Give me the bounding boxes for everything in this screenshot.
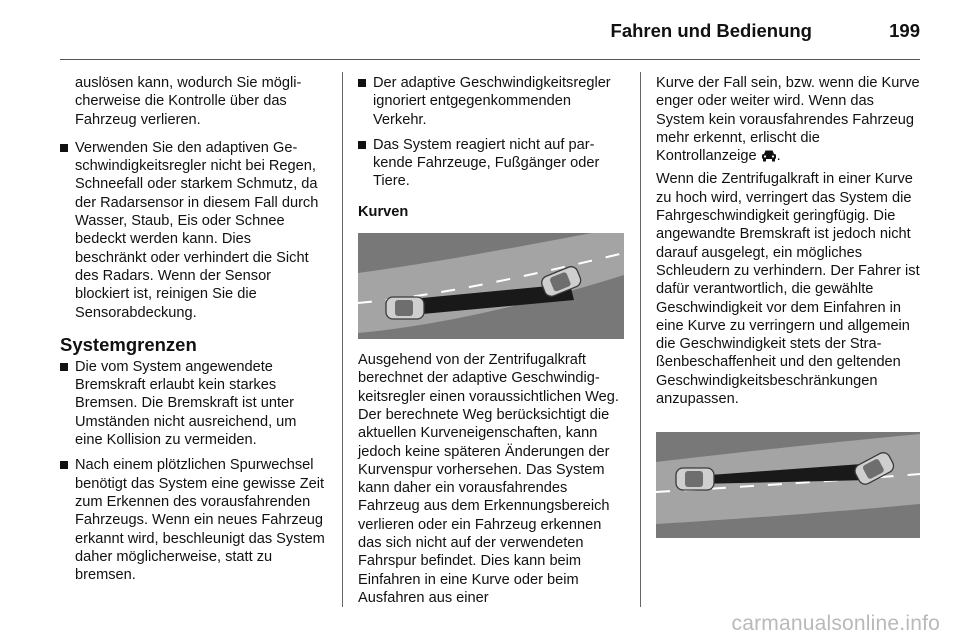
bullet-text: Die vom System angewendete Bremskraft erlaubt kein starkes Bremsen. Die Bremskraft ist unter Umständen nicht ausreichend, um eine Kollision zu vermeiden. bbox=[75, 358, 297, 449]
header-rule bbox=[60, 59, 920, 60]
page-number: 199 bbox=[889, 20, 920, 41]
column-divider-2 bbox=[640, 72, 641, 607]
bullet-square-icon bbox=[358, 141, 366, 149]
column-divider-1 bbox=[342, 72, 343, 607]
own-car-icon bbox=[676, 468, 714, 490]
curve-paragraph: Ausgehend von der Zentrifugalkraft berechnet der adaptive Geschwindigkeitsregler einen voraussichtlichen Weg. Der berechnete Weg berücksichtigt die aktuellen Kurveneigenschaften, kann jedoch keine späteren Änderungen der Kurvenspur vorhersehen. Das System kann daher ein vorausfahrendes Fahrzeug aus dem Erkennungsbereich verlieren oder ein Fahrzeug erkennen das sich nicht auf der verwendeten Fahrspur befindet. Dies kann beim Einfahren in eine Kurve oder beim Ausfahren aus einer bbox=[358, 352, 619, 606]
bullet-square-icon bbox=[60, 144, 68, 152]
bullet-square-icon bbox=[60, 363, 68, 371]
bullet-square-icon bbox=[358, 79, 366, 87]
sub-heading-kurven: Kurven bbox=[358, 203, 409, 220]
bullet-text: Das System reagiert nicht auf parkende Fahrzeuge, Fußgänger oder Tiere. bbox=[373, 136, 600, 190]
column-middle bbox=[358, 74, 626, 612]
bullet-square-icon bbox=[60, 461, 68, 469]
section-heading-systemgrenzen: Systemgrenzen bbox=[60, 333, 197, 355]
vehicle-ahead-indicator-icon bbox=[761, 149, 777, 162]
watermark: carmanualsonline.info bbox=[731, 612, 940, 635]
own-car-icon bbox=[386, 297, 424, 319]
centrifugal-paragraph: Wenn die Zentrifugalkraft in einer Kurve zu hoch wird, verringert das System die Fahrgeschwindigkeit geringfügig. Die angewandte Bremskraft ist jedoch nicht darauf ausgelegt, ein mögliches Schleudern zu verhindern. Der Fahrer ist dafür verantwortlich, die gewählte Geschwindigkeit vor dem Einfahren in eine Kurve zu verringern und allgemein die Geschwindigkeit stets der Straßenbeschaffenheit und den geltenden Geschwindigkeitsbeschränkungen anzupassen. bbox=[656, 171, 920, 408]
column-right bbox=[656, 74, 924, 550]
bullet-text: Nach einem plötzlichen Spurwechsel benötigt das System eine gewisse Zeit zum Erkennen des vorausfahrenden Fahrzeugs. Wenn ein neues Fahrzeug erkannt wird, beschleunigt das System daher möglicherweise, statt zu bremsen. bbox=[75, 457, 325, 584]
column-left bbox=[60, 74, 325, 591]
bullet-item bbox=[358, 136, 626, 191]
bullet-text: Verwenden Sie den adaptiven Geschwindigkeitsregler nicht bei Regen, Schneefall oder starkem Schmutz, da der Radarsensor in diesem Fall durch Wasser, Staub, Eis oder Schnee bedeckt werden kann. Dies beschränkt oder verhindert die Sicht des Radars. Wenn der Sensor blockiert ist, reinigen Sie die Sensorabdeckung. bbox=[75, 139, 319, 321]
continuation-text: auslösen kann, wodurch Sie möglicherweise die Kontrolle über das Fahrzeug verlieren. bbox=[75, 75, 302, 128]
page-header-title: Fahren und Bedienung bbox=[610, 20, 812, 41]
paragraph-text-end: . bbox=[776, 148, 781, 165]
paragraph-text: Kurve der Fall sein, bzw. wenn die Kurve enger oder weiter wird. Wenn das System kein vorausfahrendes Fahrzeug mehr erkennt, erlischt die Kontrollanzeige bbox=[656, 75, 920, 165]
bullet-item bbox=[60, 358, 325, 449]
bullet-item bbox=[60, 139, 325, 322]
bullet-text: Der adaptive Geschwindigkeitsregler ignoriert entgegenkommenden Verkehr. bbox=[373, 75, 611, 128]
curve-illustration-2 bbox=[656, 432, 920, 538]
bullet-item bbox=[358, 74, 626, 129]
curve-illustration-1 bbox=[358, 233, 624, 339]
paragraph-indicator bbox=[656, 74, 924, 165]
bullet-item bbox=[60, 456, 325, 584]
